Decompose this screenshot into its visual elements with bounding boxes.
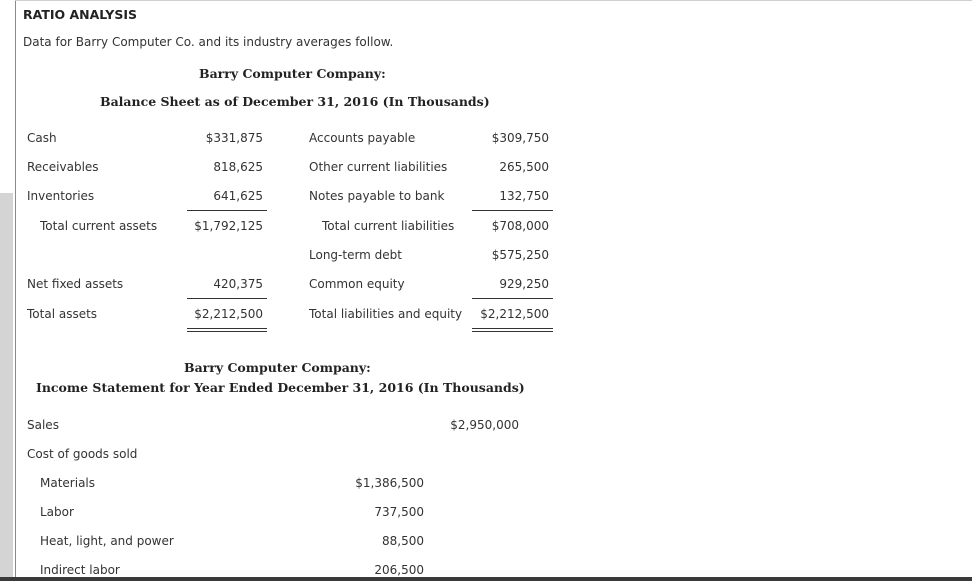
intro-text: Data for Barry Computer Co. and its industry averages follow. <box>23 35 394 49</box>
bs-right-label: Long-term debt <box>309 248 403 262</box>
income-statement-title: Income Statement for Year Ended December 31, 2016 (In Thousands) <box>36 380 525 395</box>
bs-right-value: $309,750 <box>491 131 549 145</box>
is-item-label: Heat, light, and power <box>40 534 174 548</box>
is-item-value: $1,386,500 <box>355 476 424 490</box>
bs-right-label: Total liabilities and equity <box>309 307 463 321</box>
bs-left-value: $2,212,500 <box>194 307 263 321</box>
bs-left-label: Net fixed assets <box>27 277 124 291</box>
bs-right-value: 929,250 <box>499 277 549 291</box>
horizontal-scrollbar[interactable] <box>0 577 972 581</box>
bs-right-label: Total current liabilities <box>322 219 455 233</box>
income-statement-company: Barry Computer Company: <box>184 360 371 375</box>
bs-right-label: Notes payable to bank <box>309 189 445 203</box>
total-double-rule <box>472 331 553 332</box>
bs-left-label: Receivables <box>27 160 99 174</box>
bs-right-value: $575,250 <box>491 248 549 262</box>
bs-left-value: 641,625 <box>213 189 263 203</box>
subtotal-rule <box>187 210 267 211</box>
total-double-rule <box>187 331 267 332</box>
bs-left-value: $331,875 <box>205 131 263 145</box>
bs-left-value: 420,375 <box>213 277 263 291</box>
bs-left-value: 818,625 <box>213 160 263 174</box>
bs-left-label: Total assets <box>27 307 98 321</box>
subtotal-rule <box>472 298 553 299</box>
total-double-rule <box>187 328 267 329</box>
balance-sheet-title: Balance Sheet as of December 31, 2016 (In Thousands) <box>100 94 490 109</box>
bs-right-label: Accounts payable <box>309 131 416 145</box>
top-border <box>15 0 972 1</box>
balance-sheet-company: Barry Computer Company: <box>199 66 386 81</box>
is-item-label: Labor <box>40 505 74 519</box>
bs-right-value: 132,750 <box>499 189 549 203</box>
is-sales-label: Sales <box>27 418 59 432</box>
subtotal-rule <box>472 210 553 211</box>
is-sales-value: $2,950,000 <box>450 418 519 432</box>
bs-right-label: Other current liabilities <box>309 160 448 174</box>
bs-right-label: Common equity <box>309 277 405 291</box>
bs-left-label: Total current assets <box>40 219 158 233</box>
is-item-label: Materials <box>40 476 96 490</box>
bs-right-value: $2,212,500 <box>480 307 549 321</box>
bs-left-label: Inventories <box>27 189 95 203</box>
section-title: RATIO ANALYSIS <box>23 7 138 22</box>
subtotal-rule <box>187 298 267 299</box>
content-border <box>15 0 16 581</box>
is-cogs-label: Cost of goods sold <box>27 447 138 461</box>
bs-right-value: 265,500 <box>499 160 549 174</box>
is-item-label: Indirect labor <box>40 563 120 577</box>
is-item-value: 737,500 <box>374 505 424 519</box>
is-item-value: 206,500 <box>374 563 424 577</box>
is-item-value: 88,500 <box>382 534 424 548</box>
bs-right-value: $708,000 <box>491 219 549 233</box>
bs-left-value: $1,792,125 <box>194 219 263 233</box>
scroll-track[interactable] <box>0 193 13 581</box>
bs-left-label: Cash <box>27 131 57 145</box>
total-double-rule <box>472 328 553 329</box>
